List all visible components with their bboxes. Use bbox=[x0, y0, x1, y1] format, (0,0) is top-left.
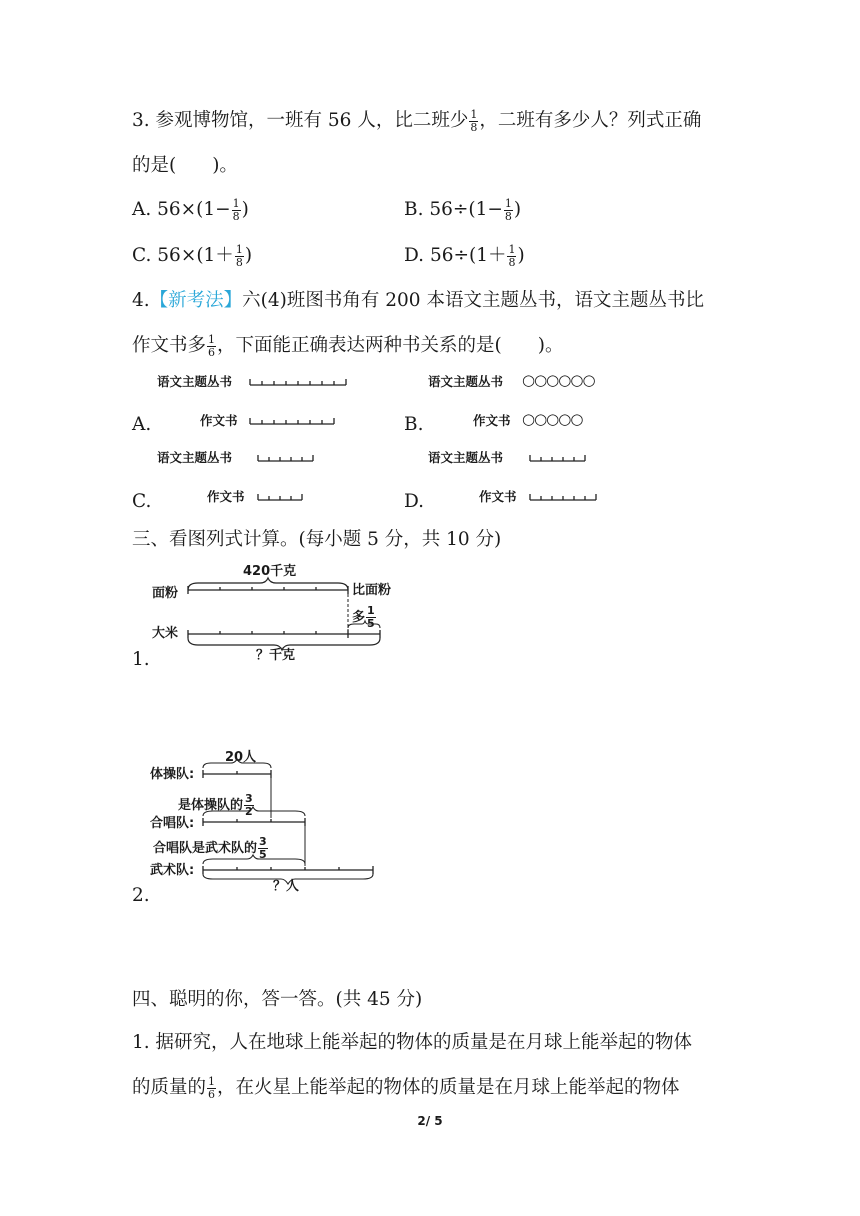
q3-option-d[interactable]: D. 56÷(1＋ $\frac{1}{8}$ ) bbox=[404, 242, 525, 269]
p2-gym-label: 体操队: bbox=[150, 767, 195, 782]
p2-question-label: ？人 bbox=[273, 879, 300, 894]
p1-number: 1. bbox=[132, 649, 150, 670]
q4-line1: 4.【新考法】六(4)班图书角有 200 本语文主题丛书，语文主题丛书比 bbox=[132, 290, 704, 311]
opt-d-yuwen-bar bbox=[530, 451, 590, 463]
s4-q1-line1: 1. 据研究，人在地球上能举起的物体的质量是在月球上能举起的物体 bbox=[132, 1032, 693, 1053]
page-number: 2/ 5 bbox=[417, 1114, 443, 1128]
p1-compare-label: 比面粉 bbox=[352, 583, 392, 598]
opt-a-zuowen-bar bbox=[250, 414, 340, 426]
p2-rel2-label: 合唱队是武术队的 $\frac{3}{5}$ bbox=[153, 835, 267, 861]
p2-choir-label: 合唱队: bbox=[150, 816, 195, 831]
opt-a-zuowen-label: 作文书 bbox=[200, 413, 238, 428]
p2-number: 2. bbox=[132, 885, 150, 906]
q4-line2: 作文书多 $\frac{1}{6}$ ，下面能正确表达两种书关系的是( )。 bbox=[132, 332, 564, 359]
p1-flour-label: 面粉 bbox=[152, 586, 179, 601]
opt-d-zuowen-label: 作文书 bbox=[479, 489, 517, 504]
p1-question-label: ？千克 bbox=[256, 648, 296, 663]
p2-count-label: 20人 bbox=[225, 750, 257, 765]
q4-option-a[interactable]: A. bbox=[132, 414, 152, 435]
q4-option-b[interactable]: B. bbox=[404, 414, 424, 435]
p1-segment-diagram bbox=[180, 578, 390, 658]
opt-d-yuwen-label: 语文主题丛书 bbox=[428, 450, 504, 465]
opt-b-yuwen-label: 语文主题丛书 bbox=[428, 374, 504, 389]
q3-line2: 的是( )。 bbox=[132, 155, 238, 176]
q3-option-a[interactable]: A. 56×(1− $\frac{1}{8}$ ) bbox=[132, 196, 249, 223]
q3-option-c[interactable]: C. 56×(1＋ $\frac{1}{8}$ ) bbox=[132, 242, 253, 269]
opt-d-zuowen-bar bbox=[530, 490, 602, 502]
opt-c-zuowen-bar bbox=[258, 490, 308, 502]
q4-option-d[interactable]: D. bbox=[404, 491, 425, 512]
q4-option-c[interactable]: C. bbox=[132, 491, 152, 512]
section3-title: 三、看图列式计算。(每小题 5 分，共 10 分) bbox=[132, 529, 502, 550]
new-exam-tag: 【新考法】 bbox=[149, 290, 243, 311]
q3-text-end: ，二班有多少人？列式正确 bbox=[479, 110, 702, 131]
opt-b-zuowen-label: 作文书 bbox=[473, 413, 511, 428]
opt-c-yuwen-label: 语文主题丛书 bbox=[157, 450, 233, 465]
q3-option-b[interactable]: B. 56÷(1− $\frac{1}{8}$ ) bbox=[404, 196, 522, 223]
s4-q1-line2: 的质量的 $\frac{1}{6}$ ，在火星上能举起的物体的质量是在月球上能举起的物体 bbox=[132, 1074, 680, 1101]
opt-a-yuwen-label: 语文主题丛书 bbox=[157, 374, 233, 389]
opt-c-yuwen-bar bbox=[258, 451, 318, 463]
p2-segment-diagram bbox=[195, 760, 375, 885]
q3-text: 3. 参观博物馆，一班有 56 人，比二班少 bbox=[132, 110, 469, 131]
opt-b-zuowen-circles: ○○○○○ bbox=[522, 410, 583, 428]
opt-b-yuwen-circles: ○○○○○○ bbox=[522, 371, 595, 389]
p2-rel1-label: 是体操队的 $\frac{3}{2}$ bbox=[178, 792, 253, 818]
fraction: $\frac{1}{8}$ bbox=[470, 107, 478, 134]
q3-line1 bbox=[132, 108, 701, 134]
opt-a-yuwen-bar bbox=[250, 375, 350, 387]
opt-c-zuowen-label: 作文书 bbox=[207, 489, 245, 504]
p1-rice-label: 大米 bbox=[152, 626, 179, 641]
section4-title: 四、聪明的你，答一答。(共 45 分) bbox=[132, 989, 423, 1010]
p1-more-label: 多 $\frac{1}{5}$ bbox=[352, 604, 375, 630]
p2-martial-label: 武术队: bbox=[150, 863, 195, 878]
p1-total-label: 420千克 bbox=[243, 564, 297, 579]
